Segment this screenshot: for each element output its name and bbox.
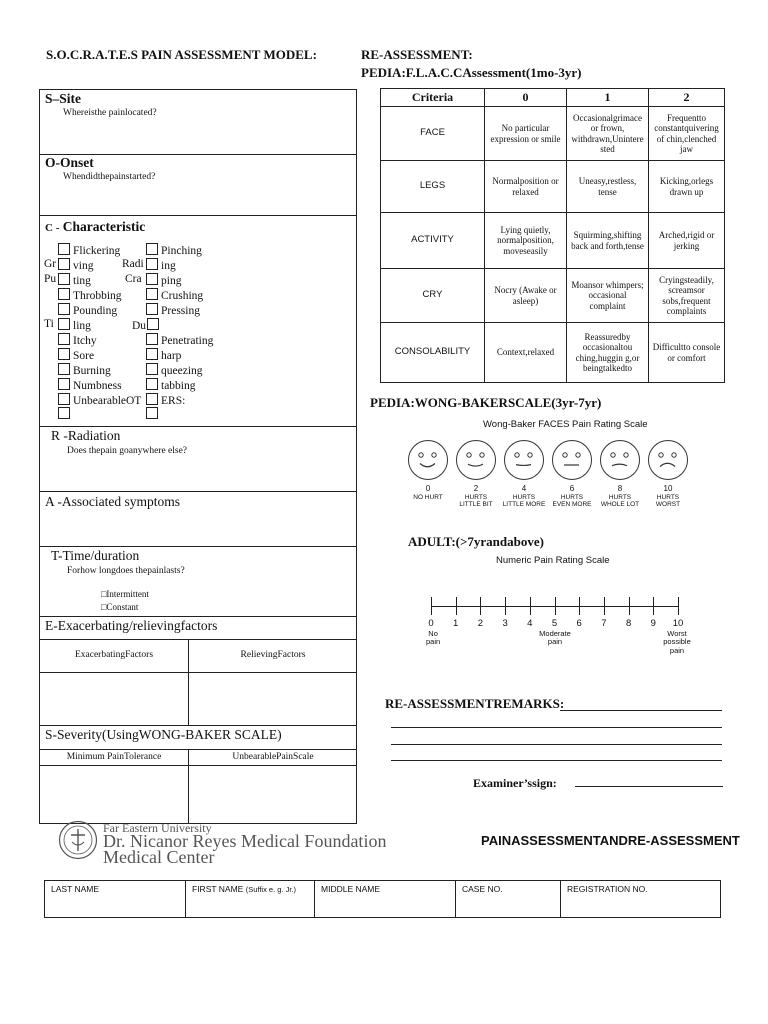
scale-tick xyxy=(505,597,506,615)
wong-face-4-icon xyxy=(504,440,544,480)
check-cramping-prefix: Cra xyxy=(125,273,142,285)
check-pulsating-prefix: Pu xyxy=(44,273,57,285)
check-others[interactable]: ERS: xyxy=(146,393,185,407)
divider xyxy=(39,672,357,673)
foundation-name: Dr. Nicanor Reyes Medical Foundation xyxy=(103,831,387,851)
check-sharp[interactable]: harp xyxy=(146,348,181,362)
checkbox[interactable] xyxy=(58,303,70,315)
site-title: S–Site xyxy=(45,91,82,106)
check-dull[interactable]: Du xyxy=(132,318,162,332)
check-throbbing[interactable]: Throbbing xyxy=(58,288,122,302)
characteristic-title xyxy=(45,219,145,235)
flacc-criteria: FACE xyxy=(381,107,485,161)
check-unbearable[interactable]: UnbearableOT xyxy=(58,393,141,407)
scale-tick-label: 5 xyxy=(551,618,558,629)
characteristic-letter: C - xyxy=(45,222,60,234)
university-name: Far Eastern University xyxy=(103,821,212,835)
scale-tick xyxy=(555,597,556,615)
scale-tick-label: 2 xyxy=(477,618,484,629)
remarks-line[interactable] xyxy=(391,727,722,728)
flacc-criteria: ACTIVITY xyxy=(381,213,485,269)
check-crushing[interactable]: Crushing xyxy=(146,288,203,302)
flacc-cell: Uneasy,restless, tense xyxy=(567,161,649,213)
time-title: T-Time/duration xyxy=(51,548,140,563)
scale-tick-label: 7 xyxy=(601,618,607,629)
middle-name-field[interactable]: MIDDLE NAME xyxy=(315,881,456,918)
scale-tick xyxy=(629,597,630,615)
check-blank-1[interactable] xyxy=(58,407,73,421)
examiner-sign-line[interactable] xyxy=(575,786,723,787)
scale-label-no-pain: No pain xyxy=(426,629,441,647)
examiner-sign-label: Examiner’ssign: xyxy=(473,776,557,790)
table-row xyxy=(381,269,725,323)
form-title: S.O.C.R.A.T.E.S PAIN ASSESSMENT MODEL: xyxy=(46,47,317,62)
scale-tick xyxy=(431,597,432,615)
flacc-cell: Nocry (Awake or asleep) xyxy=(485,269,567,323)
check-burning[interactable]: Burning xyxy=(58,363,111,377)
check-tingling[interactable]: ling xyxy=(58,318,91,332)
check-tingling-prefix: Ti xyxy=(44,318,54,330)
site-question: Whereisthe painlocated? xyxy=(63,108,157,118)
time-intermittent[interactable]: □Intermittent xyxy=(101,589,149,599)
associated-title: A -Associated symptoms xyxy=(45,494,180,509)
flacc-cell: Moansor whimpers; occasional complaint xyxy=(567,269,649,323)
scale-tick xyxy=(678,597,679,615)
check-stabbing[interactable]: tabbing xyxy=(146,378,196,392)
divider xyxy=(39,749,357,750)
flacc-cell: Reassuredby occasionaltou ching,huggin g,or beingtalkedto xyxy=(567,323,649,383)
scale-tick xyxy=(579,597,580,615)
time-question: Forhow longdoes thepainlasts? xyxy=(67,566,185,576)
checkbox[interactable] xyxy=(146,303,158,315)
characteristic-label: Characteristic xyxy=(62,219,146,234)
check-pinching[interactable]: Pinching xyxy=(146,243,202,257)
wong-face-8-icon xyxy=(600,440,640,480)
flacc-cell: Kicking,orlegs drawn up xyxy=(649,161,725,213)
relieving-col-header: RelievingFactors xyxy=(240,650,306,660)
flacc-criteria: CRY xyxy=(381,269,485,323)
flacc-criteria: CONSOLABILITY xyxy=(381,323,485,383)
checkbox[interactable] xyxy=(147,318,159,330)
flacc-cell: Frequentto constantquivering of chin,clenched jaw xyxy=(649,107,725,161)
check-pulsating[interactable]: ting xyxy=(58,273,91,287)
remarks-line[interactable] xyxy=(391,744,722,745)
remarks-line[interactable] xyxy=(391,760,722,761)
scale-tick-label: 9 xyxy=(650,618,656,629)
checkbox[interactable] xyxy=(146,363,158,375)
scale-tick-label: 3 xyxy=(502,618,508,629)
radiation-question: Does thepain goanywhere else? xyxy=(67,446,188,456)
divider xyxy=(39,765,357,766)
min-pain-col-header: Minimum PainTolerance xyxy=(66,752,162,762)
checkbox[interactable] xyxy=(146,273,158,285)
reassessment-heading: RE-ASSESSMENT: xyxy=(361,47,473,62)
table-row xyxy=(381,213,725,269)
wong-face-label: 6 HURTS EVEN MORE xyxy=(552,484,592,508)
flacc-header-1: 1 xyxy=(567,89,649,107)
checkbox[interactable] xyxy=(146,333,158,345)
wong-face-label: 8 HURTS WHOLE LOT xyxy=(600,484,640,508)
scale-tick-label: 1 xyxy=(453,618,459,629)
flacc-cell: Normalposition or relaxed xyxy=(485,161,567,213)
flacc-cell: Occasionalgrimace or frown, withdrawn,Unintere sted xyxy=(567,107,649,161)
scale-tick-label: 6 xyxy=(576,618,582,629)
check-numbness[interactable]: Numbness xyxy=(58,378,122,392)
flacc-cell: Squirming,shifting back and forth,tense xyxy=(567,213,649,269)
checkbox[interactable] xyxy=(58,393,70,405)
wong-face-label: 2 HURTS LITTLE BIT xyxy=(459,484,493,508)
unbearable-col-header: UnbearablePainScale xyxy=(232,752,314,762)
scale-tick xyxy=(456,597,457,615)
case-no-field[interactable]: CASE NO. xyxy=(456,881,561,918)
table-row xyxy=(381,107,725,161)
table-row xyxy=(381,323,725,383)
checkbox[interactable] xyxy=(58,378,70,390)
wong-face-10-icon xyxy=(648,440,688,480)
adult-heading: ADULT:(>7yrandabove) xyxy=(408,534,544,549)
check-gnawing-prefix: Gr xyxy=(44,258,57,270)
scale-tick xyxy=(653,597,654,615)
scale-tick-label: 8 xyxy=(625,618,632,629)
checkbox[interactable] xyxy=(58,273,70,285)
radiation-title: R -Radiation xyxy=(51,428,121,443)
wong-face-label: 4 HURTS LITTLE MORE xyxy=(502,484,546,508)
check-flickering[interactable]: Flickering xyxy=(58,243,120,257)
check-cramping[interactable]: ping xyxy=(146,273,181,287)
flacc-table xyxy=(380,88,725,383)
check-pressing[interactable]: Pressing xyxy=(146,303,200,317)
onset-title: O-Onset xyxy=(45,155,94,170)
wong-baker-heading: PEDIA:WONG-BAKERSCALE(3yr-7yr) xyxy=(370,395,602,410)
document-title: PAINASSESSMENTANDRE-ASSESSMENT xyxy=(481,833,740,848)
scale-tick-label: 10 xyxy=(672,618,684,629)
check-radiating-prefix: Radi xyxy=(122,258,144,270)
scale-tick-label: 0 xyxy=(428,618,434,629)
check-penetrating[interactable]: Penetrating xyxy=(146,333,213,347)
checkbox[interactable] xyxy=(146,288,158,300)
wong-face-0-icon xyxy=(408,440,448,480)
flacc-header-criteria: Criteria xyxy=(381,89,485,107)
checkbox[interactable] xyxy=(146,258,158,270)
check-squeezing[interactable]: queezing xyxy=(146,363,203,377)
severity-title: S-Severity(UsingWONG-BAKER SCALE) xyxy=(45,727,282,742)
flacc-cell: Difficultto console or comfort xyxy=(649,323,725,383)
check-blank-2[interactable] xyxy=(146,407,161,421)
first-name-field[interactable]: FIRST NAME (Suffix e. g. Jr.) xyxy=(186,881,315,918)
exacerbating-title: E-Exacerbating/relievingfactors xyxy=(45,618,218,633)
divider xyxy=(39,639,357,640)
exacerbating-col-header: ExacerbatingFactors xyxy=(74,650,154,660)
wong-face-label: 10 HURTS WORST xyxy=(655,484,681,508)
checkbox[interactable] xyxy=(146,407,158,419)
remarks-line[interactable] xyxy=(560,710,722,711)
table-row xyxy=(381,161,725,213)
flacc-cell: Context,relaxed xyxy=(485,323,567,383)
flacc-cell: Lying quietly, normalposition, moveseasily xyxy=(485,213,567,269)
flacc-criteria: LEGS xyxy=(381,161,485,213)
medical-center-name: Medical Center xyxy=(103,847,215,867)
check-sore[interactable]: Sore xyxy=(58,348,94,362)
checkbox[interactable] xyxy=(58,407,70,419)
remarks-heading: RE-ASSESSMENTREMARKS: xyxy=(385,696,565,711)
checkbox[interactable] xyxy=(58,243,70,255)
check-gnawing[interactable]: ving xyxy=(58,258,93,272)
checkbox[interactable] xyxy=(146,348,158,360)
checkbox[interactable] xyxy=(146,378,158,390)
wong-face-6-icon xyxy=(552,440,592,480)
wong-baker-title: Wong-Baker FACES Pain Rating Scale xyxy=(483,419,648,430)
checkbox[interactable] xyxy=(58,363,70,375)
patient-info-table xyxy=(44,880,721,918)
feu-seal-icon xyxy=(58,820,98,860)
flacc-cell: Arched,rigid or jerking xyxy=(649,213,725,269)
checkbox[interactable] xyxy=(58,318,70,330)
wong-face-2-icon xyxy=(456,440,496,480)
flacc-header-0: 0 xyxy=(485,89,567,107)
time-constant[interactable]: □Constant xyxy=(101,602,139,612)
checkbox[interactable] xyxy=(58,258,70,270)
scale-label-worst: Worst possible pain xyxy=(663,629,691,655)
numeric-scale-title: Numeric Pain Rating Scale xyxy=(496,555,610,566)
flacc-heading: PEDIA:F.L.A.C.CAssessment(1mo-3yr) xyxy=(361,65,582,80)
checkbox[interactable] xyxy=(58,288,70,300)
checkbox[interactable] xyxy=(58,348,70,360)
scale-tick-label: 4 xyxy=(527,618,533,629)
flacc-cell: Cryingsteadily, screamsor sobs,frequent complaints xyxy=(649,269,725,323)
checkbox[interactable] xyxy=(146,393,158,405)
scale-tick xyxy=(480,597,481,615)
flacc-cell: No particular expression or smile xyxy=(485,107,567,161)
scale-tick xyxy=(530,597,531,615)
registration-no-field[interactable]: REGISTRATION NO. xyxy=(561,881,721,918)
wong-face-label: 0 NO HURT xyxy=(413,484,443,501)
scale-label-moderate: Moderate pain xyxy=(539,629,571,647)
onset-question: Whendidthepainstarted? xyxy=(63,172,156,182)
checkbox[interactable] xyxy=(58,333,70,345)
check-radiating[interactable]: ing xyxy=(146,258,176,272)
checkbox[interactable] xyxy=(146,243,158,255)
check-pounding[interactable]: Pounding xyxy=(58,303,117,317)
flacc-header-2: 2 xyxy=(649,89,725,107)
scale-tick xyxy=(604,597,605,615)
last-name-field[interactable]: LAST NAME xyxy=(45,881,186,918)
site-box xyxy=(39,89,357,155)
check-itchy[interactable]: Itchy xyxy=(58,333,97,347)
